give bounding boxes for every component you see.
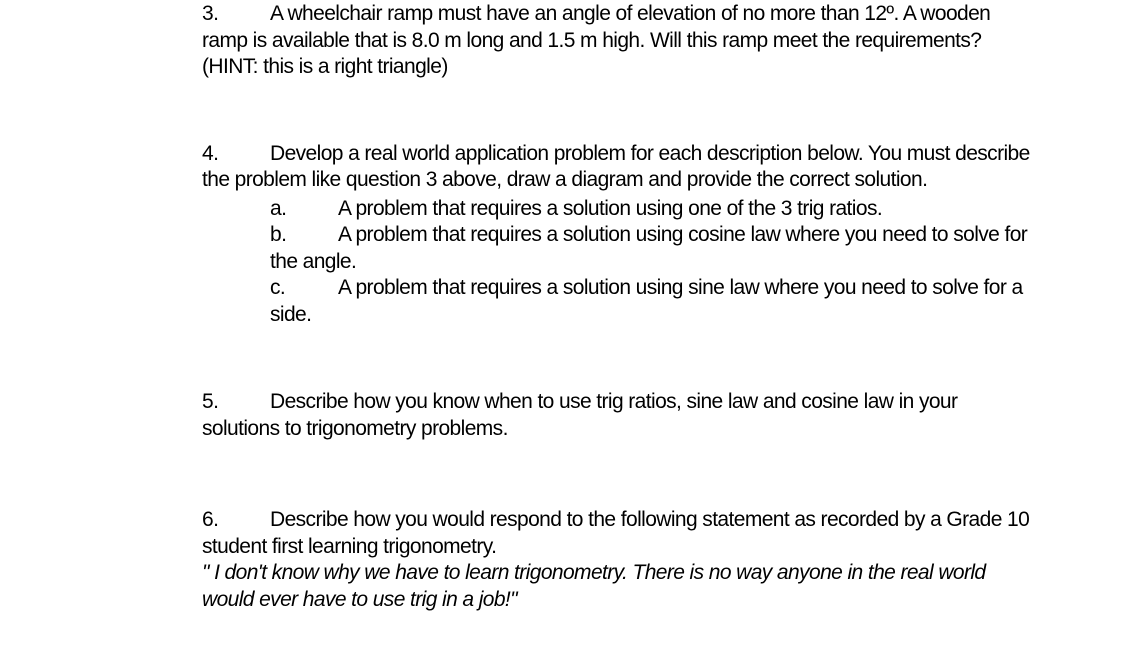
subpart-label: b. bbox=[270, 223, 287, 246]
worksheet-page bbox=[202, 0, 1032, 613]
question-text: Develop a real world application problem for each description below. You must describe the problem like question 3 above, draw a diagram and provide the correct solution. bbox=[202, 141, 1030, 191]
subpart-b bbox=[270, 222, 1032, 275]
subpart-label: c. bbox=[270, 276, 286, 299]
question-3 bbox=[202, 1, 1032, 81]
subpart-text: A problem that requires a solution using sine law where you need to solve for a side. bbox=[270, 276, 1023, 326]
question-number: 3. bbox=[202, 2, 219, 25]
question-number: 5. bbox=[202, 390, 219, 413]
subpart-c bbox=[270, 275, 1032, 328]
question-4-subparts bbox=[202, 196, 1032, 329]
question-6 bbox=[202, 507, 1032, 613]
question-text: A wheelchair ramp must have an angle of elevation of no more than 12º. A wooden ramp is available that is 8.0 m long and 1.5 m high. Will this ramp meet the requirements? (HINT: this is a right triangle) bbox=[202, 2, 991, 78]
question-5 bbox=[202, 389, 1032, 442]
question-4 bbox=[202, 141, 1032, 194]
question-text: Describe how you would respond to the following statement as recorded by a Grade 10 student first learning trigonometry. bbox=[202, 508, 1030, 558]
question-text: Describe how you know when to use trig ratios, sine law and cosine law in your solutions to trigonometry problems. bbox=[202, 390, 958, 440]
question-number: 4. bbox=[202, 141, 219, 165]
student-quote: " I don't know why we have to learn trigonometry. There is no way anyone in the real world would ever have to use trig in a job!" bbox=[202, 561, 986, 611]
subpart-a bbox=[270, 196, 1032, 223]
subpart-label: a. bbox=[270, 196, 287, 220]
question-number: 6. bbox=[202, 508, 219, 531]
subpart-text: A problem that requires a solution using cosine law where you need to solve for the angle. bbox=[270, 223, 1028, 273]
subpart-text: A problem that requires a solution using one of the 3 trig ratios. bbox=[338, 196, 883, 220]
